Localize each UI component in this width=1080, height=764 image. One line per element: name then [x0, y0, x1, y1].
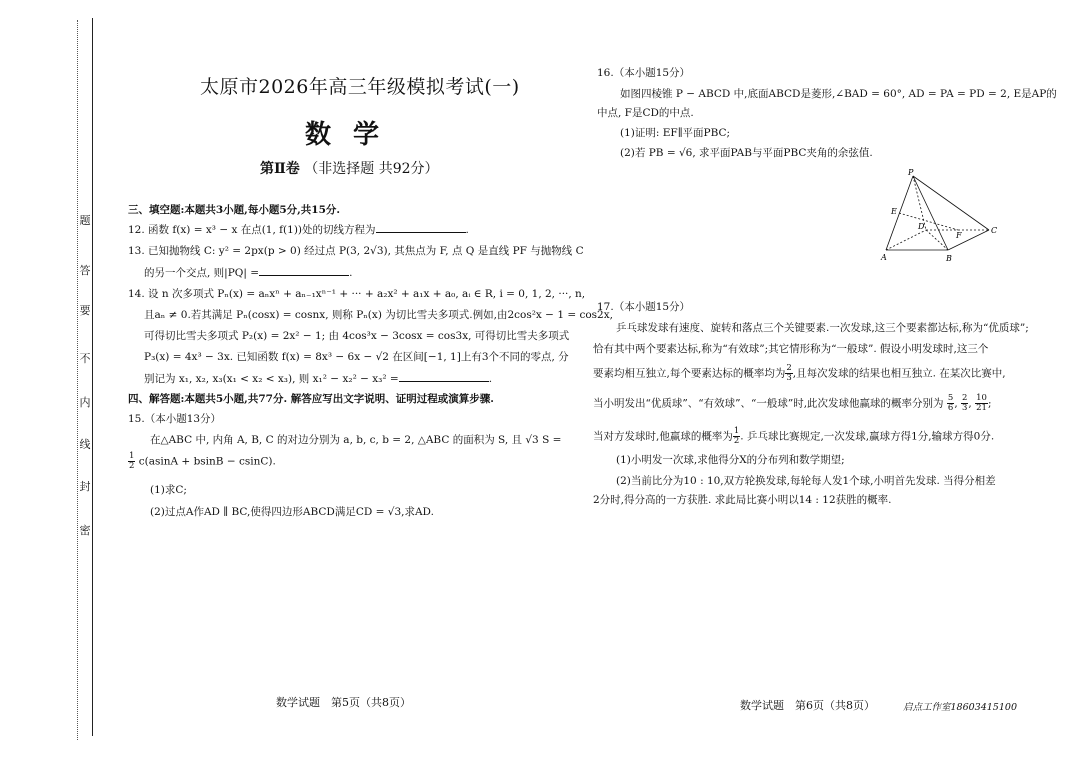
question-17-line-3	[593, 364, 1006, 383]
question-13-line-2: 的另一个交点, 则|PQ| = .	[144, 267, 353, 279]
question-14-line-5: 别记为 x₁, x₂, x₃(x₁ < x₂ < x₃), 则 x₁² − x₂² − x₃² = .	[144, 373, 493, 385]
footer-note: 启点工作室18603415100	[903, 702, 1017, 713]
question-16-part-1: (1)证明: EF∥平面PBC;	[620, 127, 731, 139]
vertex-label: D	[918, 222, 925, 231]
question-17-line-2: 恰有其中两个要素达标,称为“有效球”;其它情形称为“一般球”. 假设小明发球时,这三个	[593, 343, 989, 355]
margin-char: 密	[79, 524, 91, 537]
vertex-label: B	[946, 254, 952, 263]
question-15-line-2	[128, 452, 276, 471]
question-17-text: 当对方发球时,他赢球的概率为	[593, 430, 733, 443]
question-17-line-1: 乒乓球发球有速度、旋转和落点三个关键要素.一次发球,这三个要素都达标,称为“优质球”;	[616, 322, 1029, 334]
vertex-label: A	[881, 253, 887, 262]
question-17-part-1: (1)小明发一次球,求他得分X的分布列和数学期望;	[616, 454, 845, 466]
question-13-line-1: 13. 已知抛物线 C: y² = 2px(p > 0) 经过点 P(3, 2√3), 其焦点为 F, 点 Q 是直线 PF 与抛物线 C	[128, 245, 584, 257]
question-14-line-3: 可得切比雪夫多项式 P₂(x) = 2x² − 1; 由 4cos³x − 3cosx = cos3x, 可得切比雪夫多项式	[144, 330, 570, 342]
part-note: （非选择题 共92分）	[304, 161, 439, 177]
question-13-text: 的另一个交点, 则|PQ| =	[144, 267, 260, 279]
margin-char: 要	[79, 304, 91, 317]
fraction: $\frac{2}{3}$	[962, 393, 968, 413]
fraction: $\frac{1}{2}$	[733, 426, 740, 446]
question-15-text: c(asinA + bsinB − csinC).	[138, 455, 276, 468]
section-4-heading: 四、解答题:本题共5小题,共77分. 解答应写出文字说明、证明过程或演算步骤.	[128, 393, 494, 405]
question-17-text: 要素均相互独立,每个要素达标的概率均为	[593, 367, 786, 380]
question-16-heading: 16.（本小题15分）	[597, 67, 691, 79]
fraction: $\frac{1}{2}$	[129, 451, 135, 471]
question-17-text: . 乒乓球比赛规定,一次发球,赢球方得1分,输球方得0分.	[740, 430, 995, 443]
seal-dotted-line	[77, 20, 78, 740]
vertex-label: P	[908, 168, 914, 177]
answer-blank	[259, 265, 349, 276]
question-17-line-4: 当小明发出“优质球”、“有效球”、“一般球”时,此次发球他赢球的概率分别为 $\frac{5}{6}$ , $\frac{2}{3}$ , $\frac{10}{21}$ ;	[593, 393, 992, 413]
margin-char: 线	[79, 438, 91, 451]
subject-title: 数学	[305, 120, 402, 150]
fraction: $\frac{5}{6}$	[947, 393, 954, 413]
question-15-part-2: (2)过点A作AD ∥ BC,使得四边形ABCD满足CD = √3,求AD.	[150, 506, 434, 518]
page-footer-right: 数学试题 第6页（共8页）	[740, 699, 875, 712]
question-17-text: ,且每次发球的结果也相互独立. 在某次比赛中,	[792, 367, 1006, 380]
exam-title: 太原市2026年高三年级模拟考试(一)	[200, 76, 520, 98]
question-15-part-1: (1)求C;	[150, 484, 187, 496]
question-15-line-1: 在△ABC 中, 内角 A, B, C 的对边分别为 a, b, c, b = 2, △ABC 的面积为 S, 且 √3 S =	[150, 434, 562, 446]
answer-blank	[376, 222, 466, 233]
seal-solid-line	[92, 18, 93, 736]
margin-char: 题	[79, 214, 91, 227]
margin-char: 答	[79, 264, 91, 277]
vertex-label: C	[991, 226, 998, 235]
question-16-line-2: 中点, F是CD的中点.	[597, 107, 694, 119]
question-15-heading: 15.（本小题13分）	[128, 413, 222, 425]
margin-char: 不	[79, 352, 91, 365]
pyramid-figure	[876, 166, 1006, 266]
question-17-part-2-line-2: 2分时,得分高的一方获胜. 求此局比赛小明以14 : 12获胜的概率.	[593, 494, 892, 506]
question-12: 12. 函数 f(x) = x³ − x 在点(1, f(1))处的切线方程为 .	[128, 224, 469, 236]
question-17-heading: 17.（本小题15分）	[597, 301, 691, 313]
vertex-label: F	[956, 231, 962, 240]
question-12-text: 12. 函数 f(x) = x³ − x 在点(1, f(1))处的切线方程为	[128, 224, 376, 236]
fraction: $\frac{10}{21}$	[976, 393, 987, 413]
section-3-heading: 三、填空题:本题共3小题,每小题5分,共15分.	[128, 204, 341, 216]
binding-margin	[0, 0, 95, 764]
part-label: 第Ⅱ卷	[260, 161, 300, 177]
question-16-part-2: (2)若 PB = √6, 求平面PAB与平面PBC夹角的余弦值.	[620, 147, 873, 159]
part-heading	[260, 158, 439, 178]
question-14-line-1: 14. 设 n 次多项式 Pₙ(x) = aₙxⁿ + aₙ₋₁xⁿ⁻¹ + ··· + a₂x² + a₁x + a₀, aᵢ ∈ R, i = 0, 1, 2, ···, n,	[128, 288, 586, 300]
question-14-text: 别记为 x₁, x₂, x₃(x₁ < x₂ < x₃), 则 x₁² − x₂² − x₃² =	[144, 373, 399, 385]
question-17-line-5	[593, 427, 994, 446]
answer-blank	[399, 371, 489, 382]
fraction: $\frac{2}{3}$	[786, 363, 792, 383]
question-17-part-2-line-1: (2)当前比分为10 : 10,双方轮换发球,每轮每人发1个球,小明首先发球. 当得分相差	[616, 475, 996, 487]
question-14-line-2: 且aₙ ≠ 0.若其满足 Pₙ(cosx) = cosnx, 则称 Pₙ(x) 为切比雪夫多项式.例如,由2cos²x − 1 = cos2x,	[144, 309, 613, 321]
page-footer-left: 数学试题 第5页（共8页）	[276, 696, 411, 709]
question-17-text: 当小明发出“优质球”、“有效球”、“一般球”时,此次发球他赢球的概率分别为	[593, 397, 944, 410]
question-16-line-1: 如图四棱锥 P − ABCD 中,底面ABCD是菱形,∠BAD = 60°, AD = PA = PD = 2, E是AP的	[620, 88, 1057, 100]
question-14-line-4: P₃(x) = 4x³ − 3x. 已知函数 f(x) = 8x³ − 6x − √2 在区间[−1, 1]上有3个不同的零点, 分	[144, 351, 569, 363]
margin-char: 内	[79, 396, 91, 409]
vertex-label: E	[891, 207, 897, 216]
margin-char: 封	[79, 480, 91, 493]
